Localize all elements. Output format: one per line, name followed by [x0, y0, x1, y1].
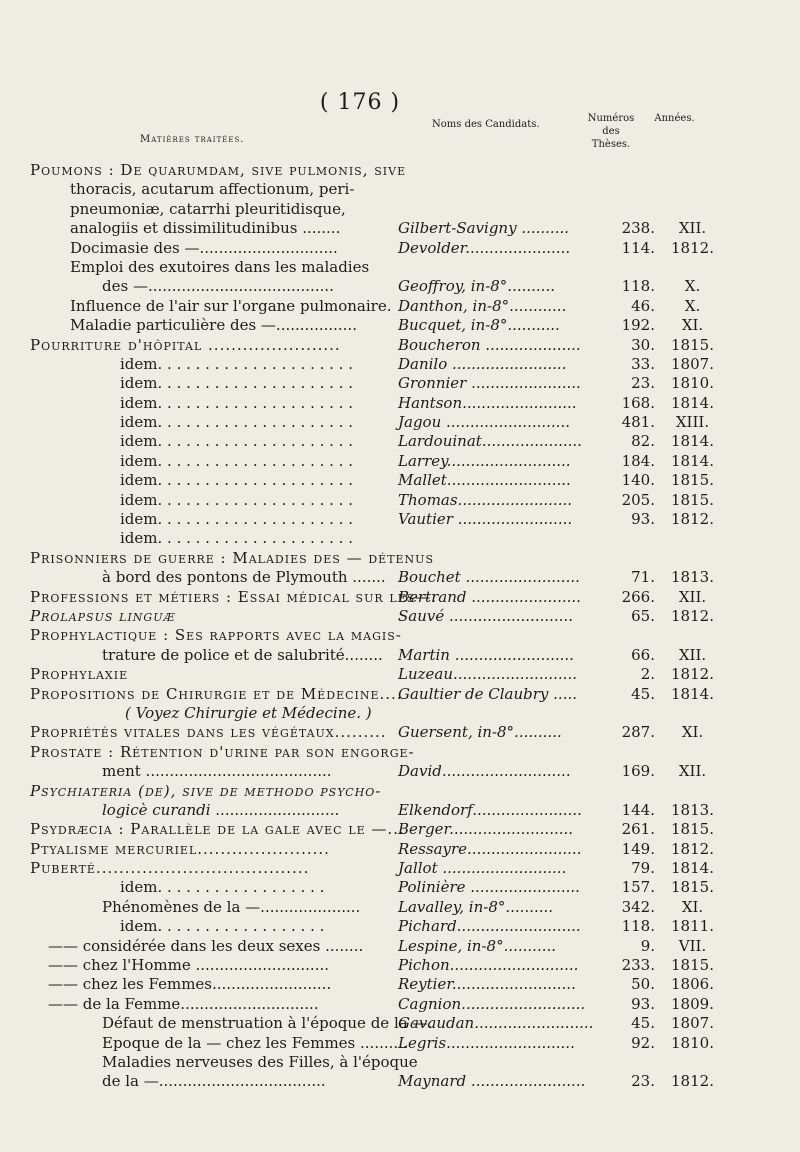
- thesis-number: 149.: [621, 839, 655, 858]
- candidate-name: Gavaudan.........................: [398, 1014, 594, 1033]
- subject-text: Propositions de Chirurgie et de Médecine....: [30, 684, 403, 703]
- index-row: [30, 877, 730, 896]
- candidate-name: Sauvé ..........................: [398, 606, 573, 625]
- thesis-year: XII.: [678, 762, 707, 781]
- thesis-number: 481.: [621, 413, 655, 432]
- candidate-name: Lardouinat.....................: [398, 432, 582, 451]
- thesis-number: 157.: [621, 878, 655, 897]
- index-row: [30, 819, 730, 838]
- thesis-number: 261.: [621, 820, 655, 839]
- index-row: [30, 567, 730, 586]
- subject-text: idem. . . . . . . . . . . . . . . . . . . . .: [120, 374, 353, 393]
- thesis-year: 1812.: [671, 1072, 714, 1091]
- thesis-year: 1811.: [671, 917, 714, 936]
- index-row: [30, 664, 730, 683]
- index-row: [30, 839, 730, 858]
- index-entries: [30, 160, 730, 1091]
- index-row: [30, 1071, 730, 1090]
- index-row: [30, 955, 730, 974]
- subject-text: analogiis et dissimilitudinibus ........: [70, 219, 341, 238]
- subject-text: Prisonniers de guerre : Maladies des — détenus: [30, 548, 434, 567]
- thesis-number: 45.: [631, 1014, 655, 1033]
- candidate-name: Pichon...........................: [398, 956, 579, 975]
- subject-text: pneumoniæ, catarrhi pleuritidisque,: [70, 199, 346, 218]
- thesis-number: 118.: [621, 917, 655, 936]
- thesis-number: 65.: [631, 606, 655, 625]
- candidate-name: Mallet..........................: [398, 471, 571, 490]
- subject-text: ( Voyez Chirurgie et Médecine. ): [125, 703, 372, 722]
- subject-text: thoracis, acutarum affectionum, peri-: [70, 180, 355, 199]
- index-row: [30, 994, 730, 1013]
- subject-text: Prolapsus linguæ: [30, 606, 176, 625]
- index-row: [30, 179, 730, 198]
- subject-text: Prophylaxie: [30, 665, 129, 684]
- index-row: [30, 1013, 730, 1032]
- index-row: [30, 490, 730, 509]
- candidate-name: Pichard..........................: [398, 917, 581, 936]
- thesis-year: 1812.: [671, 839, 714, 858]
- thesis-year: 1810.: [671, 374, 714, 393]
- thesis-number: 169.: [621, 762, 655, 781]
- subject-text: Maladie particulière des —.................: [70, 316, 357, 335]
- subject-text: idem. . . . . . . . . . . . . . . . . . . . .: [120, 451, 353, 470]
- thesis-year: 1806.: [671, 975, 714, 994]
- candidate-name: Bertrand .......................: [398, 587, 581, 606]
- subject-text: trature de police et de salubrité........: [102, 645, 383, 664]
- thesis-year: XI.: [681, 897, 704, 916]
- index-row: [30, 974, 730, 993]
- thesis-number: 79.: [631, 859, 655, 878]
- subject-text: idem. . . . . . . . . . . . . . . . . .: [120, 917, 325, 936]
- candidate-name: Martin .........................: [398, 645, 574, 664]
- thesis-year: XII.: [678, 645, 707, 664]
- thesis-number: 192.: [621, 316, 655, 335]
- header-annees: Années.: [654, 113, 695, 124]
- candidate-name: Gaultier de Claubry .....: [398, 684, 578, 703]
- index-row: [30, 722, 730, 741]
- subject-text: Psychiateria (de), sive de methodo psycho-: [30, 781, 382, 800]
- subject-text: Défaut de menstruation à l'époque de la —.: [102, 1014, 433, 1033]
- candidate-name: Devolder......................: [398, 238, 571, 257]
- candidate-name: Larrey..........................: [398, 451, 571, 470]
- index-row: [30, 1052, 730, 1071]
- thesis-year: 1812.: [671, 510, 714, 529]
- subject-text: Puberté.....................................: [30, 859, 310, 878]
- candidate-name: Lespine, in-8°...........: [398, 936, 557, 955]
- thesis-year: 1814.: [671, 432, 714, 451]
- thesis-number: 287.: [621, 723, 655, 742]
- subject-text: Docimasie des —.............................: [70, 238, 338, 257]
- thesis-year: 1815.: [671, 471, 714, 490]
- index-row: [30, 897, 730, 916]
- index-row: [30, 761, 730, 780]
- index-row: [30, 412, 730, 431]
- index-row: [30, 393, 730, 412]
- subject-text: —— chez l'Homme ............................: [48, 956, 330, 975]
- thesis-number: 114.: [621, 238, 655, 257]
- thesis-year: XII.: [678, 219, 707, 238]
- subject-text: logicè curandi ..........................: [102, 800, 340, 819]
- candidate-name: Gronnier .......................: [398, 374, 581, 393]
- thesis-number: 9.: [640, 936, 655, 955]
- candidate-name: Bucquet, in-8°...........: [398, 316, 560, 335]
- subject-text: idem. . . . . . . . . . . . . . . . . . . . .: [120, 529, 353, 548]
- index-row: [30, 160, 730, 179]
- thesis-year: 1814.: [671, 684, 714, 703]
- subject-text: idem. . . . . . . . . . . . . . . . . .: [120, 878, 325, 897]
- thesis-year: 1815.: [671, 820, 714, 839]
- subject-text: —— considérée dans les deux sexes ........: [48, 936, 364, 955]
- candidate-name: Gilbert-Savigny ..........: [398, 219, 569, 238]
- candidate-name: Ressayre........................: [398, 839, 582, 858]
- thesis-number: 118.: [621, 277, 655, 296]
- header-matieres: Matières traitées.: [140, 134, 245, 145]
- header-numeros: Numéros des Thèses.: [587, 113, 635, 150]
- subject-text: idem. . . . . . . . . . . . . . . . . . . . .: [120, 471, 353, 490]
- subject-text: Prostate : Rétention d'urine par son engorge-: [30, 742, 415, 761]
- subject-text: Psydræcia : Parallèle de la gale avec le —...: [30, 820, 405, 839]
- thesis-year: XIII.: [675, 413, 710, 432]
- index-row: [30, 936, 730, 955]
- candidate-name: Bouchet ........................: [398, 568, 580, 587]
- index-row: [30, 296, 730, 315]
- candidate-name: Thomas........................: [398, 490, 572, 509]
- thesis-year: 1807.: [671, 1014, 714, 1033]
- index-row: [30, 684, 730, 703]
- subject-text: ment .......................................: [102, 762, 332, 781]
- thesis-number: 238.: [621, 219, 655, 238]
- thesis-number: 92.: [631, 1033, 655, 1052]
- candidate-name: Danilo ........................: [398, 354, 567, 373]
- thesis-year: XI.: [681, 316, 704, 335]
- subject-text: —— chez les Femmes.........................: [48, 975, 332, 994]
- index-row: [30, 257, 730, 276]
- candidate-name: Lavalley, in-8°..........: [398, 897, 554, 916]
- subject-text: Poumons : De quarumdam, sive pulmonis, sive: [30, 161, 407, 179]
- thesis-year: 1813.: [671, 800, 714, 819]
- thesis-number: 2.: [640, 665, 655, 684]
- index-row: [30, 858, 730, 877]
- index-row: [30, 199, 730, 218]
- index-row: [30, 276, 730, 295]
- thesis-year: 1814.: [671, 451, 714, 470]
- candidate-name: Maynard ........................: [398, 1072, 586, 1091]
- subject-text: Pourriture d'hôpital .......................: [30, 335, 341, 354]
- index-row: [30, 606, 730, 625]
- header-noms: Noms des Candidats.: [432, 119, 540, 130]
- thesis-year: 1813.: [671, 568, 714, 587]
- index-row: [30, 781, 730, 800]
- subject-text: Influence de l'air sur l'organe pulmonaire.: [70, 296, 392, 315]
- index-row: [30, 431, 730, 450]
- thesis-number: 46.: [631, 296, 655, 315]
- thesis-number: 93.: [631, 510, 655, 529]
- candidate-name: Elkendorf.......................: [398, 800, 582, 819]
- thesis-year: XII.: [678, 587, 707, 606]
- thesis-year: XI.: [681, 723, 704, 742]
- thesis-number: 144.: [621, 800, 655, 819]
- thesis-number: 184.: [621, 451, 655, 470]
- thesis-year: 1812.: [671, 665, 714, 684]
- candidate-name: Reytier..........................: [398, 975, 576, 994]
- thesis-year: X.: [684, 296, 701, 315]
- thesis-year: 1812.: [671, 606, 714, 625]
- subject-text: —— de la Femme.............................: [48, 994, 319, 1013]
- subject-text: Propriétés vitales dans les végétaux.........: [30, 723, 387, 742]
- subject-text: de la —...................................: [102, 1072, 326, 1091]
- thesis-number: 266.: [621, 587, 655, 606]
- thesis-year: 1815.: [671, 335, 714, 354]
- index-row: [30, 548, 730, 567]
- subject-text: idem. . . . . . . . . . . . . . . . . . . . .: [120, 490, 353, 509]
- index-row: [30, 218, 730, 237]
- subject-text: idem. . . . . . . . . . . . . . . . . . . . .: [120, 413, 353, 432]
- index-row: [30, 645, 730, 664]
- thesis-number: 140.: [621, 471, 655, 490]
- subject-text: idem. . . . . . . . . . . . . . . . . . . . .: [120, 432, 353, 451]
- subject-text: Ptyalisme mercuriel.......................: [30, 839, 330, 858]
- thesis-year: 1814.: [671, 859, 714, 878]
- candidate-name: Berger..........................: [398, 820, 574, 839]
- thesis-number: 342.: [621, 897, 655, 916]
- thesis-year: 1807.: [671, 354, 714, 373]
- thesis-year: 1809.: [671, 994, 714, 1013]
- candidate-name: Vautier ........................: [398, 510, 573, 529]
- candidate-name: David...........................: [398, 762, 571, 781]
- index-row: [30, 373, 730, 392]
- thesis-number: 71.: [631, 568, 655, 587]
- thesis-number: 168.: [621, 393, 655, 412]
- index-row: [30, 742, 730, 761]
- thesis-year: 1812.: [671, 238, 714, 257]
- index-row: [30, 587, 730, 606]
- index-row: [30, 1033, 730, 1052]
- candidate-name: Luzeau..........................: [398, 665, 577, 684]
- thesis-number: 93.: [631, 994, 655, 1013]
- index-row: [30, 528, 730, 547]
- index-row: [30, 451, 730, 470]
- thesis-year: 1814.: [671, 393, 714, 412]
- index-row: [30, 800, 730, 819]
- thesis-number: 205.: [621, 490, 655, 509]
- subject-text: Prophylactique : Ses rapports avec la magis-: [30, 626, 402, 645]
- thesis-year: 1815.: [671, 956, 714, 975]
- candidate-name: Hantson........................: [398, 393, 577, 412]
- subject-text: des —.......................................: [102, 277, 334, 296]
- index-row: [30, 315, 730, 334]
- candidate-name: Danthon, in-8°............: [398, 296, 567, 315]
- candidate-name: Jallot ..........................: [398, 859, 567, 878]
- candidate-name: Boucheron ....................: [398, 335, 581, 354]
- thesis-number: 23.: [631, 1072, 655, 1091]
- subject-text: Emploi des exutoires dans les maladies: [70, 257, 370, 276]
- index-row: [30, 916, 730, 935]
- thesis-number: 33.: [631, 354, 655, 373]
- thesis-number: 45.: [631, 684, 655, 703]
- index-row: [30, 335, 730, 354]
- thesis-year: 1815.: [671, 878, 714, 897]
- candidate-name: Cagnion..........................: [398, 994, 586, 1013]
- subject-text: idem. . . . . . . . . . . . . . . . . . . . .: [120, 510, 353, 529]
- subject-text: Epoque de la — chez les Femmes ..........: [102, 1033, 408, 1052]
- thesis-number: 50.: [631, 975, 655, 994]
- thesis-number: 233.: [621, 956, 655, 975]
- subject-text: à bord des pontons de Plymouth .......: [102, 568, 386, 587]
- thesis-number: 82.: [631, 432, 655, 451]
- thesis-year: 1810.: [671, 1033, 714, 1052]
- index-row: [30, 354, 730, 373]
- subject-text: idem. . . . . . . . . . . . . . . . . . . . .: [120, 354, 353, 373]
- subject-text: Phénomènes de la —.....................: [102, 897, 361, 916]
- thesis-number: 66.: [631, 645, 655, 664]
- page-number: ( 176 ): [319, 90, 401, 115]
- subject-text: Professions et métiers : Essai médical sur les—.: [30, 587, 438, 606]
- candidate-name: Polinière .......................: [398, 878, 580, 897]
- candidate-name: Geoffroy, in-8°..........: [398, 277, 555, 296]
- index-row: [30, 703, 730, 722]
- thesis-year: X.: [684, 277, 701, 296]
- index-row: [30, 509, 730, 528]
- index-row: [30, 625, 730, 644]
- thesis-number: 23.: [631, 374, 655, 393]
- candidate-name: Jagou ..........................: [398, 413, 570, 432]
- thesis-year: VII.: [678, 936, 707, 955]
- thesis-number: 30.: [631, 335, 655, 354]
- candidate-name: Guersent, in-8°..........: [398, 723, 562, 742]
- candidate-name: Legris...........................: [398, 1033, 575, 1052]
- subject-text: Maladies nerveuses des Filles, à l'époque: [102, 1052, 418, 1071]
- subject-text: idem. . . . . . . . . . . . . . . . . . . . .: [120, 393, 353, 412]
- index-row: [30, 238, 730, 257]
- thesis-year: 1815.: [671, 490, 714, 509]
- index-row: [30, 470, 730, 489]
